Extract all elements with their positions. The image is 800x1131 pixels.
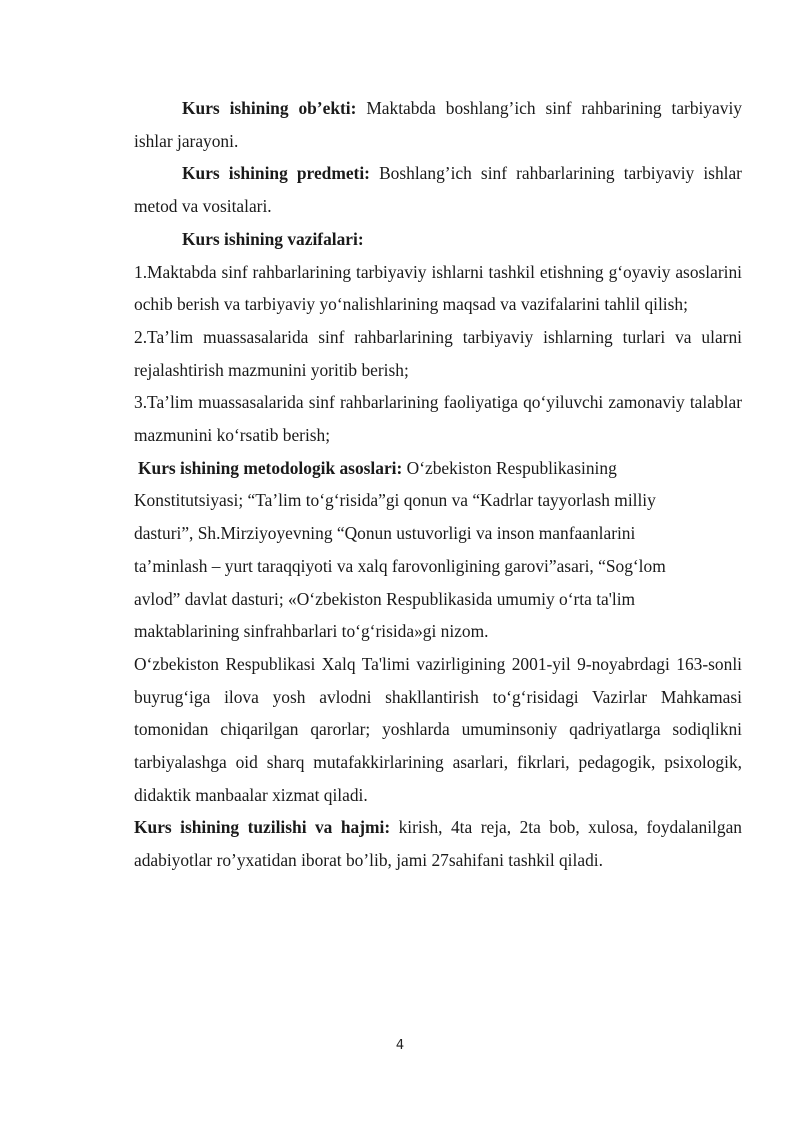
subject-label: Kurs ishining predmeti: bbox=[182, 163, 370, 184]
task-item: 3.Ta’lim muassasalarida sinf rahbarlarining faoliyatiga qo‘yiluvchi zamonaviy talablar mazmunini ko‘rsatib berish; bbox=[134, 392, 742, 446]
methodology-paragraph bbox=[134, 452, 742, 648]
tasks-heading: Kurs ishining vazifalari: bbox=[182, 228, 364, 249]
object-text: Maktabda boshlang’ich sinf rahbarining tarbiyaviy ishlar jarayoni. bbox=[134, 98, 743, 151]
structure-label: Kurs ishining tuzilishi va hajmi: bbox=[134, 817, 391, 838]
page-number: 4 bbox=[395, 1038, 405, 1053]
methodology-text: O‘zbekiston Respublikasining Konstitutsiyasi; “Ta’lim to‘g‘risida”gi qonun va “Kadrlar tayyorlash milliy dasturi”, Sh.Mirziyoyevning “Qonun ustuvorligi va inson manfaanlarini ta’minlash – yurt taraqqiyoti va xalq farovonligining garovi”asari, “Sog‘lom avlod” davlat dasturi; «O‘zbekiston Respublikasida umumiy o‘rta ta'lim maktablarining sinfrahbarlari to‘g‘risida»gi nizom. bbox=[134, 457, 666, 642]
subject-paragraph bbox=[134, 157, 742, 222]
object-label: Kurs ishining ob’ekti: bbox=[182, 98, 357, 118]
document-page bbox=[134, 92, 742, 877]
structure-paragraph bbox=[134, 811, 742, 876]
methodology-continuation: O‘zbekiston Respublikasi Xalq Ta'limi vazirligining 2001-yil 9-noyabrdagi 163-sonli buyrug‘iga ilova yosh avlodni shakllantirish to‘g‘risidagi Vazirlar Mahkamasi tomonidan chiqarilgan qarorlar; yoshlarda umuminsoniy qadriyatlarga sodiqlikni tarbiyalashga oid sharq mutafakkirlarining asarlari, fikrlari, pedagogik, psixologik, didaktik manbaalar xizmat qiladi. bbox=[134, 653, 742, 805]
structure-text: kirish, 4ta reja, 2ta bob, xulosa, foydalanilgan adabiyotlar ro’yxatidan iborat bo’lib, jami 27sahifani tashkil qiladi. bbox=[134, 817, 742, 871]
subject-text: Boshlang’ich sinf rahbarlarining tarbiyaviy ishlar metod va vositalari. bbox=[134, 163, 742, 217]
task-item: 2.Ta’lim muassasalarida sinf rahbarlarining tarbiyaviy ishlarning turlari va ularni rejalashtirish mazmunini yoritib berish; bbox=[134, 326, 742, 380]
object-paragraph bbox=[134, 92, 742, 157]
task-item: 1.Maktabda sinf rahbarlarining tarbiyaviy ishlarni tashkil etishning g‘oyaviy asoslarini ochib berish va tarbiyaviy yo‘nalishlarining maqsad va vazifalarini tahlil qilish; bbox=[134, 261, 742, 315]
methodology-label: Kurs ishining metodologik asoslari: bbox=[138, 457, 403, 478]
